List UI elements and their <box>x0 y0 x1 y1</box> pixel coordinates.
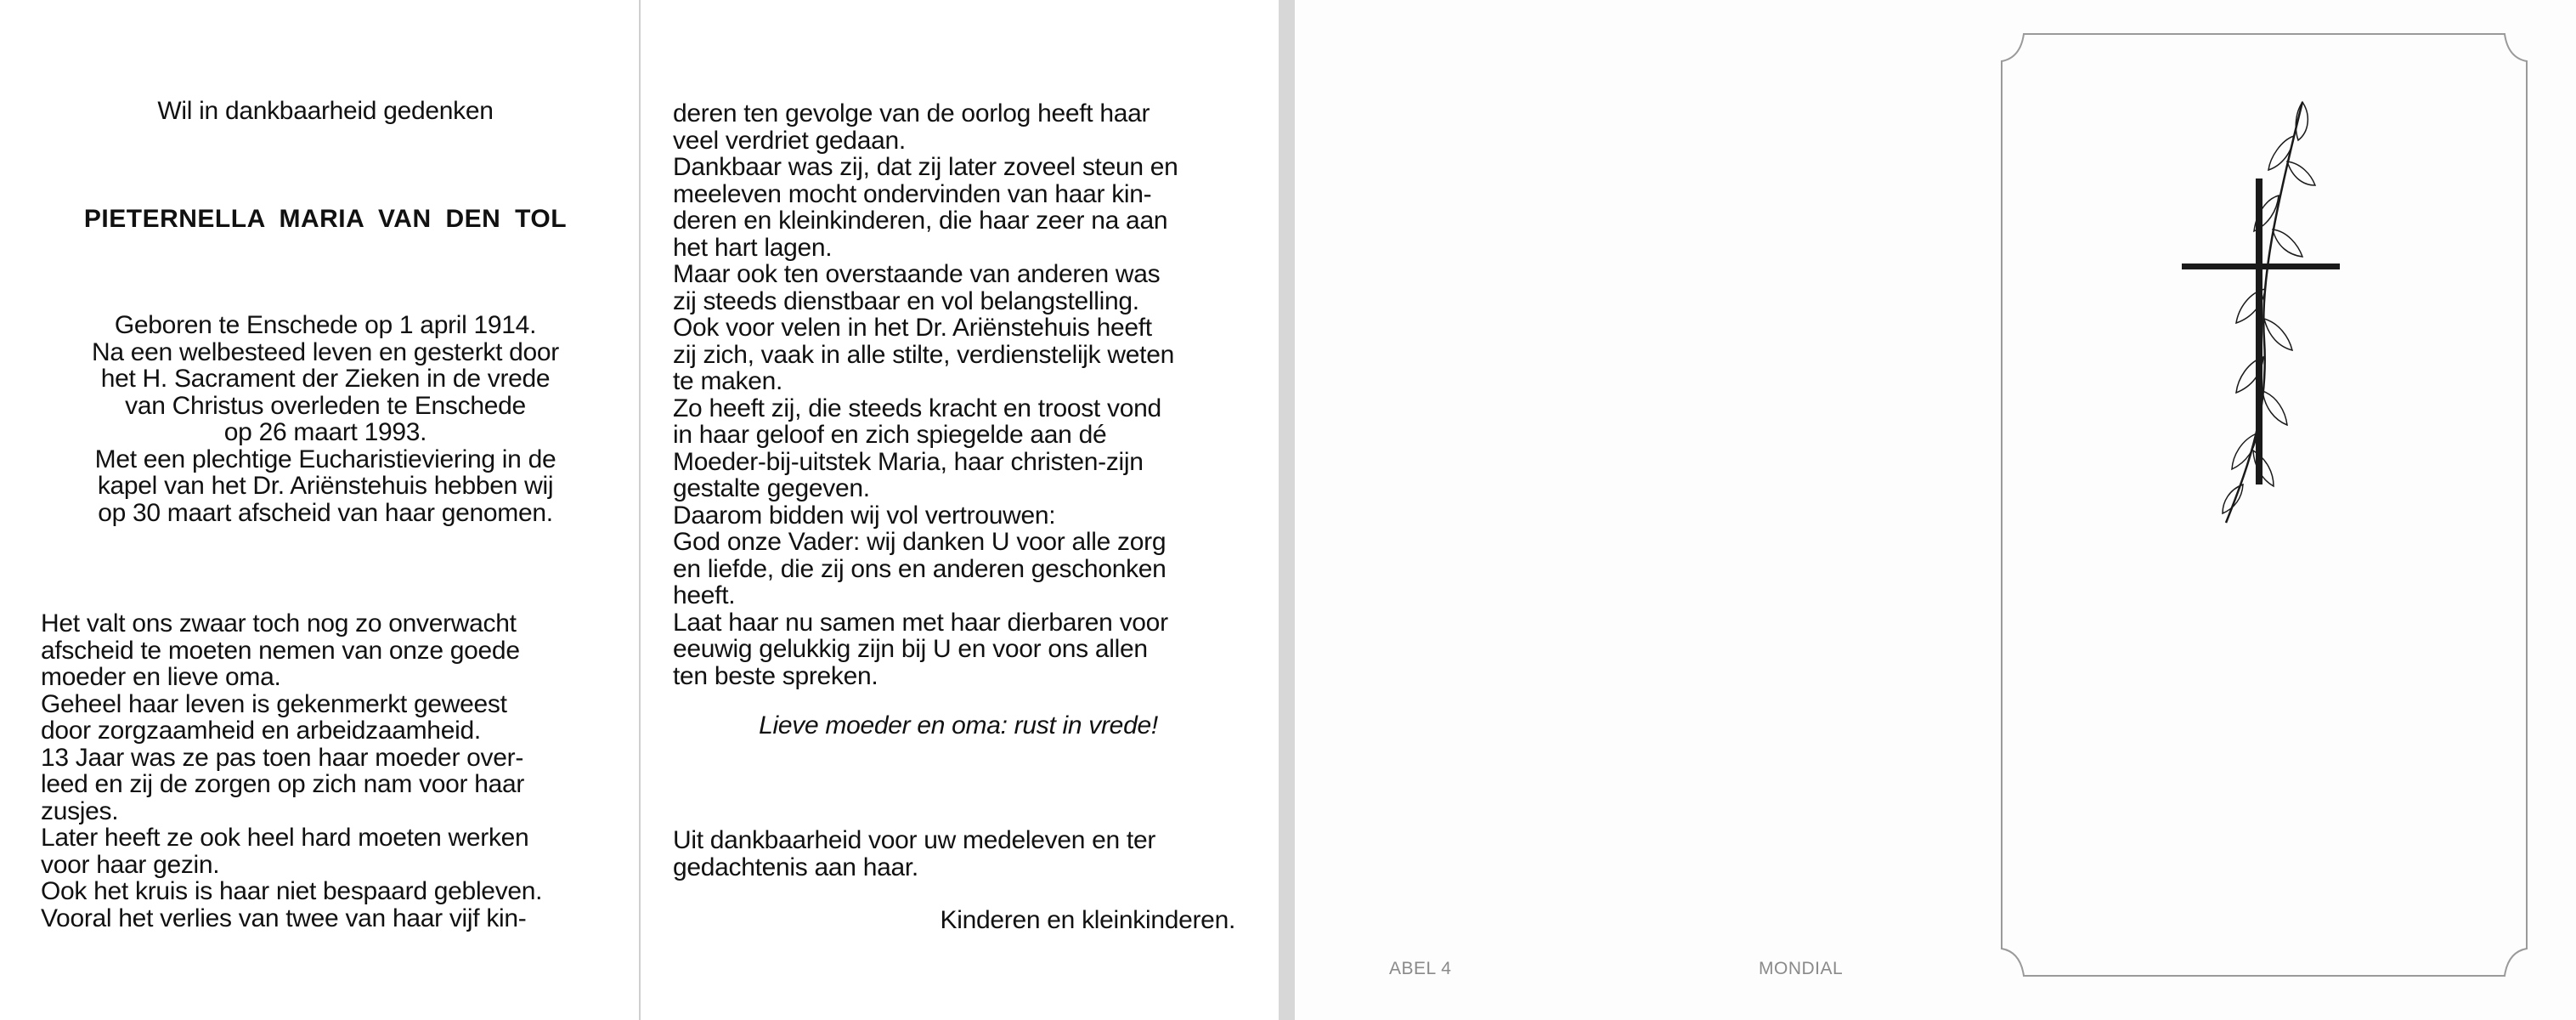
text-line: zij zich, vaak in alle stilte, verdienstelijk weten <box>673 340 1174 369</box>
text-line: het H. Sacrament der Zieken in de vrede <box>100 365 551 393</box>
text-line: moeder en lieve oma. <box>41 663 281 691</box>
text-line: Vooral het verlies van twee van haar vijf kin- <box>41 904 527 932</box>
text-line: veel verdriet gedaan. <box>673 126 906 155</box>
tribute-paragraph <box>673 100 1244 689</box>
text-line: gestalte gegeven. <box>673 474 870 502</box>
deceased-name: PIETERNELLA MARIA VAN DEN TOL <box>83 205 568 233</box>
birth-death-paragraph <box>41 312 610 526</box>
text-line: deren ten gevolge van de oorlog heeft haar <box>673 99 1150 128</box>
text-line: zij steeds dienstbaar en vol belangstelling. <box>673 286 1139 315</box>
cross-with-olive-branch-icon <box>2175 85 2345 531</box>
text-line: Maar ook ten overstaande van anderen was <box>673 260 1161 288</box>
text-line: eeuwig gelukkig zijn bij U en voor ons allen <box>673 635 1148 663</box>
text-line: Geheel haar leven is gekenmerkt geweest <box>41 689 507 718</box>
text-line: door zorgzaamheid en arbeidzaamheid. <box>41 717 481 745</box>
imprint-brand: MONDIAL <box>1759 959 1844 978</box>
text-line: 13 Jaar was ze pas toen haar moeder over- <box>41 743 524 772</box>
text-line: Later heeft ze ook heel hard moeten werken <box>41 824 529 852</box>
text-line: gedachtenis aan haar. <box>673 853 918 881</box>
text-line: Met een plechtige Eucharistieviering in de <box>94 445 556 473</box>
thanks-paragraph <box>673 827 1244 881</box>
text-line: Moeder-bij-uitstek Maria, haar christen-zijn <box>673 447 1144 476</box>
text-line: Uit dankbaarheid voor uw medeleven en ter <box>673 826 1156 854</box>
text-line: op 30 maart afscheid van haar genomen. <box>98 498 553 527</box>
text-line: en liefde, die zij ons en anderen geschonken <box>673 554 1167 583</box>
text-line: leed en zij de zorgen op zich nam voor haar <box>41 770 525 798</box>
signature-line: Kinderen en kleinkinderen. <box>940 906 1235 934</box>
text-line: ten beste spreken. <box>673 661 878 690</box>
text-line: Geboren te Enschede op 1 april 1914. <box>114 311 537 339</box>
closing-prayer: Lieve moeder en oma: rust in vrede! <box>759 711 1158 740</box>
center-fold <box>639 0 641 1020</box>
text-line: Ook voor velen in het Dr. Ariënstehuis heeft <box>673 314 1152 342</box>
text-line: op 26 maart 1993. <box>223 418 427 446</box>
text-line: Dankbaar was zij, dat zij later zoveel steun en <box>673 153 1178 181</box>
text-line: Na een welbesteed leven en gesterkt door <box>91 337 560 366</box>
intro-line: Wil in dankbaarheid gedenken <box>157 97 494 125</box>
text-line: te maken. <box>673 367 783 395</box>
sheet-gap <box>1279 0 1295 1020</box>
text-line: deren en kleinkinderen, die haar zeer na aan <box>673 207 1168 235</box>
text-line: heeft. <box>673 581 736 609</box>
text-line: Het valt ons zwaar toch nog zo onverwacht <box>41 609 517 638</box>
text-line: Daarom bidden wij vol vertrouwen: <box>673 501 1056 530</box>
text-line: meeleven mocht ondervinden van haar kin- <box>673 179 1152 208</box>
text-line: Ook het kruis is haar niet bespaard gebleven. <box>41 877 543 905</box>
inner-spread <box>0 0 1279 1020</box>
text-line: van Christus overleden te Enschede <box>125 391 526 420</box>
text-line: Laat haar nu samen met haar dierbaren voor <box>673 608 1168 637</box>
text-line: Zo heeft zij, die steeds kracht en troost vond <box>673 394 1161 422</box>
text-line: voor haar gezin. <box>41 850 220 879</box>
text-line: zusjes. <box>41 796 119 825</box>
life-paragraph <box>41 610 610 932</box>
text-line: kapel van het Dr. Ariënstehuis hebben wij <box>97 472 554 500</box>
text-line: het hart lagen. <box>673 233 833 262</box>
text-line: God onze Vader: wij danken U voor alle zorg <box>673 528 1167 556</box>
text-line: in haar geloof en zich spiegelde aan dé <box>673 421 1107 449</box>
text-line: afscheid te moeten nemen van onze goede <box>41 636 520 665</box>
imprint-code: ABEL 4 <box>1389 959 1452 978</box>
